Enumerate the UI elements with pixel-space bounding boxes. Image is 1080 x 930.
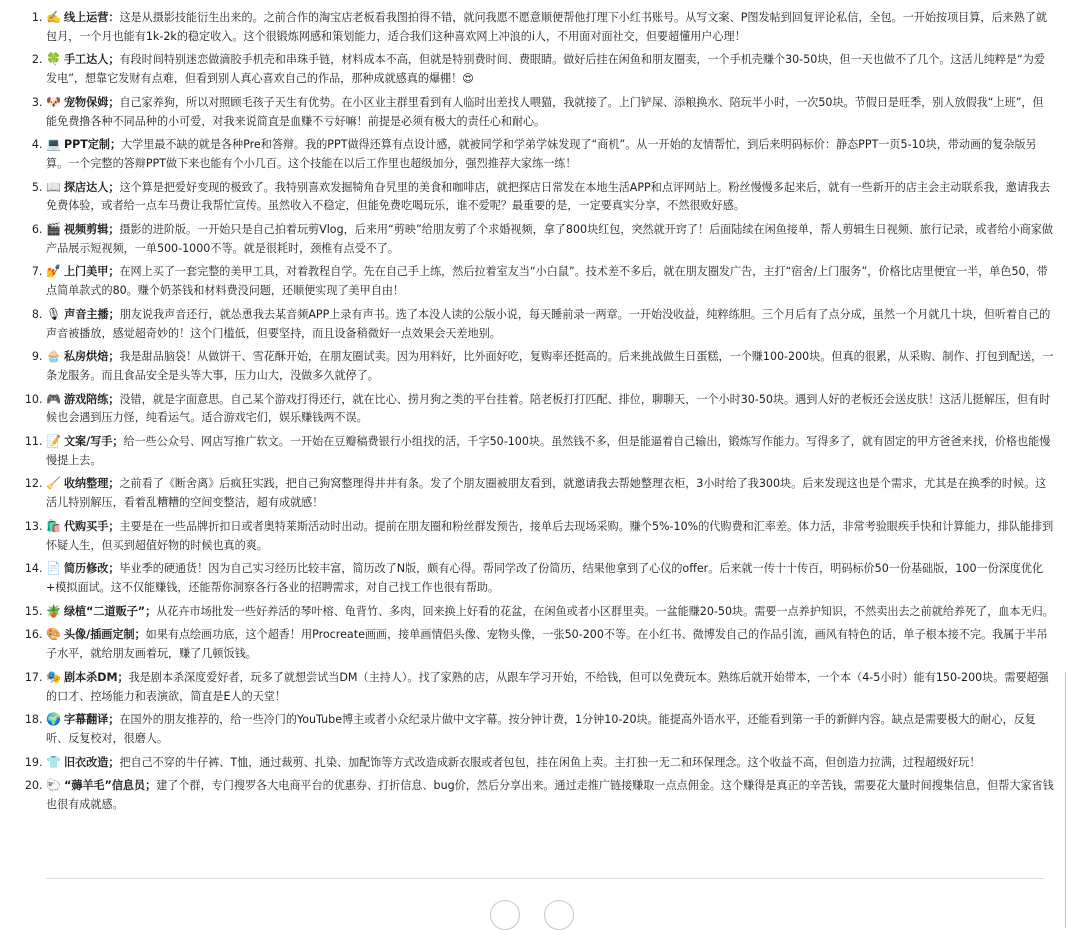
item-emoji-icon: 🐑 [46, 778, 61, 793]
item-emoji-icon: 📄 [46, 561, 61, 576]
list-item [46, 776, 1060, 814]
side-hustle-list [0, 8, 1060, 815]
list-item [46, 8, 1060, 46]
item-title: 声音主播； [64, 307, 120, 321]
item-title: 私房烘焙； [63, 350, 120, 364]
item-text: 建了个群，专门搜罗各大电商平台的优惠券、打折信息、bug价，然后分享出来。通过走推广链接赚取一点点佣金。这个赚得是真正的辛苦钱，需要花大量时间搜集信息，但帮大家省钱也很有成就感。 [46, 779, 1054, 812]
item-text: 我是甜品脑袋！从做饼干、雪花酥开始，在朋友圈试卖。因为用料好，比外面好吃，复购率还挺高的。后来挑战做生日蛋糕，一个赚100-200块。但真的很累，从采购、制作、打包到配送，一条龙服务。而且食品安全是头等大事，压力山大，没做多久就停了。 [46, 350, 1054, 382]
item-title: 上门美甲； [63, 265, 120, 279]
list-item [46, 93, 1060, 131]
item-title: 简历修改； [63, 562, 120, 576]
item-text: 我是剧本杀深度爱好者，玩多了就想尝试当DM（主持人）。找了家熟的店，从跟车学习开始，不给钱，但可以免费玩本。熟练后就开始带本，一个本（4-5小时）能有150-200块。需要超强的口才、控场能力和表演欲，简直是E人的天堂！ [46, 670, 1049, 703]
item-emoji-icon: 🍀 [46, 52, 61, 67]
item-title: 头像/插画定制； [63, 628, 146, 642]
item-text: 这是从摄影技能衍生出来的。之前合作的淘宝店老板看我图拍得不错，就问我愿不愿意顺便帮他打理下小红书账号。从写文案、P图发帖到回复评论私信，全包。一开始按项目算，后来熟了就包月，一个月也能有1k-2k的稳定收入。这个很锻炼网感和策划能力，适合我们这种喜欢网上冲浪的i人，不用面对面社交，但要超懂用户心理！ [46, 11, 1047, 43]
item-title: 文案/写手； [63, 435, 124, 449]
item-title: “薅羊毛”信息员； [63, 779, 157, 793]
item-text: 摄影的进阶版。一开始只是自己拍着玩剪Vlog，后来用“剪映”给朋友剪了个求婚视频，拿了800块红包，突然就开窍了！后面陆续在闲鱼接单，帮人剪辑生日视频、旅行记录，或者给小商家做产品展示短视频，一单500-1000不等。就是很耗时，颈椎有点受不了。 [46, 223, 1054, 255]
item-title: 绿植“二道贩子”； [63, 604, 157, 618]
list-item [46, 50, 1060, 88]
list-item [46, 347, 1060, 385]
item-title: 剧本杀DM； [63, 670, 129, 684]
item-title: 游戏陪练； [63, 392, 120, 406]
item-emoji-icon: 🪴 [46, 603, 61, 618]
item-title: 旧衣改造； [63, 755, 120, 769]
list-item [46, 390, 1060, 428]
item-emoji-icon: 🧹 [46, 476, 61, 491]
item-emoji-icon: 📝 [46, 434, 61, 449]
list-item [46, 220, 1060, 258]
item-emoji-icon: 🎭 [46, 669, 61, 684]
item-emoji-icon: 💻 [46, 137, 61, 152]
item-emoji-icon: 🎮 [46, 391, 61, 406]
item-title: 宠物保姆； [63, 95, 120, 109]
list-item [46, 262, 1060, 300]
item-emoji-icon: 🛍️ [46, 518, 61, 533]
list-item [46, 474, 1060, 512]
item-text: 没错，就是字面意思。自己某个游戏打得还行，就在比心、捞月狗之类的平台挂着。陪老板打打匹配、排位，聊聊天，一个小时30-50块。遇到人好的老板还会送皮肤！这活儿挺解压，但有时候也会遇到压力怪，纯看运气。适合游戏宅们，娱乐赚钱两不误。 [46, 392, 1051, 425]
item-emoji-icon: 🐶 [46, 94, 61, 109]
item-text: 从花卉市场批发一些好养活的琴叶榕、龟背竹、多肉，回来换上好看的花盆，在闲鱼或者小区群里卖。一盆能赚20-50块。需要一点养护知识，不然卖出去之前就给养死了，血本无归。 [156, 604, 1054, 618]
item-text: 大学里最不缺的就是各种Pre和答辩。我的PPT做得还算有点设计感，就被同学和学弟学妹发现了“商机”。从一开始的友情帮忙，到后来明码标价：静态PPT一页5-10块，带动画的复杂版另算。一个完整的答辩PPT做下来也能有个小几百。这个技能在以后工作里也超级加分，强烈推荐大家练一练！ [46, 138, 1037, 170]
item-title: 探店达人； [63, 180, 120, 194]
item-text: 朋友说我声音还行，就怂恿我去某音频APP上录有声书。选了本没人读的公版小说，每天睡前录一两章。一开始没收益，纯粹练胆。三个月后有了点分成，虽然一个月就几十块，但听着自己的声音被播放，感觉超奇妙的！这个门槛低，但要坚持，而且设备稍微好一点效果会天差地别。 [46, 307, 1051, 340]
item-emoji-icon: 🎨 [46, 627, 61, 642]
item-emoji-icon: 🎙 [46, 306, 62, 321]
item-emoji-icon: ✍️ [46, 10, 61, 24]
item-text: 之前看了《断舍离》后疯狂实践，把自己狗窝整理得井井有条。发了个朋友圈被朋友看到，就邀请我去帮她整理衣柜，3小时给了我300块。后来发现这也是个需求，尤其是在换季的时候。这活儿特别解压，看着乱糟糟的空间变整洁，超有成就感！ [46, 477, 1047, 510]
item-text: 如果有点绘画功底，这个超香！用Procreate画画，接单画情侣头像、宠物头像，一张50-200不等。在小红书、微博发自己的作品引流，画风有特色的话，单子根本接不完。我属于半吊子水平，就给朋友画着玩，赚了几顿饭钱。 [46, 628, 1048, 661]
action-buttons [490, 900, 574, 930]
list-item [46, 305, 1060, 343]
item-emoji-icon: 💅 [46, 264, 61, 279]
item-emoji-icon: 📖 [46, 179, 61, 194]
item-text: 在国外的朋友推荐的，给一些冷门的YouTube博主或者小众纪录片做中文字幕。按分钟计费，1分钟10-20块。能提高外语水平，还能看到第一手的新鲜内容。缺点是需要极大的耐心，反复听、反复校对，很磨人。 [46, 713, 1036, 745]
item-emoji-icon: 🧁 [46, 349, 61, 364]
item-text: 自己家养狗，所以对照顾毛孩子天生有优势。在小区业主群里看到有人临时出差找人喂猫，我就接了。上门铲屎、添粮换水、陪玩半小时，一次50块。节假日是旺季，别人放假我“上班”，但能免费撸各种不同品种的小可爱，对我来说简直是血赚不亏好嘛！前提是必须有极大的责任心和耐心。 [46, 95, 1044, 128]
list-item [46, 178, 1060, 216]
list-item [46, 602, 1060, 622]
item-title: PPT定制； [63, 138, 122, 152]
item-emoji-icon: 👕 [46, 754, 61, 769]
article-body [0, 8, 1060, 819]
item-text: 毕业季的硬通货！因为自己实习经历比较丰富，简历改了N版，颇有心得。帮同学改了份简历，结果他拿到了心仪的offer。后来就一传十十传百，明码标价50一份基础版，100一份深度优化+模拟面试。这不仅能赚钱，还能帮你洞察各行各业的招聘需求，对自己找工作也很有帮助。 [46, 562, 1044, 594]
item-title: 视频剪辑； [63, 223, 120, 237]
circle-button-right[interactable] [544, 900, 574, 930]
divider [46, 878, 1044, 879]
item-text: 给一些公众号、网店写推广软文。一开始在豆瓣稿费银行小组找的活，千字50-100块。虽然钱不多，但是能逼着自己输出，锻炼写作能力。写得多了，就有固定的甲方爸爸来找，价格也能慢慢提上去。 [46, 435, 1051, 467]
list-item [46, 753, 1060, 773]
list-item [46, 668, 1060, 706]
item-emoji-icon: 🌍 [46, 712, 61, 727]
item-title: 字幕翻译； [63, 713, 120, 727]
scrollbar[interactable] [1065, 672, 1066, 928]
list-item [46, 625, 1060, 663]
item-text: 主要是在一些品牌折扣日或者奥特莱斯活动时出动。提前在朋友圈和粉丝群发预告，接单后去现场采购。赚个5%-10%的代购费和汇率差。体力活，非常考验眼疾手快和计算能力，排队能排到怀疑人生，但买到超值好物的时候也真的爽。 [46, 519, 1054, 552]
list-item [46, 710, 1060, 748]
item-title: 手工达人； [63, 53, 120, 67]
item-text: 这个算是把爱好变现的极致了。我特别喜欢发掘犄角旮旯里的美食和咖啡店，就把探店日常发在本地生活APP和点评网站上。粉丝慢慢多起来后，就有一些新开的店主会主动联系我，邀请我去免费体验，或者给一点车马费让我帮忙宣传。虽然收入不稳定，但能免费吃喝玩乐，谁不爱呢？最重要的是，一定要真实分享，不然很败好感。 [46, 180, 1051, 213]
item-text: 把自己不穿的牛仔裤、T恤，通过裁剪、扎染、加配饰等方式改造成新衣服或者包包，挂在闲鱼上卖。主打独一无二和环保理念。这个收益不高，但创造力拉满，过程超级好玩！ [119, 755, 981, 769]
item-text: 在网上买了一套完整的美甲工具，对着教程自学。先在自己手上练，然后拉着室友当“小白鼠”。技术差不多后，就在朋友圈发广告，主打“宿舍/上门服务”，价格比店里便宜一半，单色50，带点简单款式的80。赚个奶茶钱和材料费没问题，还顺便实现了美甲自由！ [46, 265, 1048, 298]
circle-button-left[interactable] [490, 900, 520, 930]
item-emoji-icon: 🎬 [46, 222, 61, 237]
item-title: 线上运营： [63, 11, 120, 24]
list-item [46, 432, 1060, 470]
list-item [46, 135, 1060, 173]
item-text: 有段时间特别迷恋做滴胶手机壳和串珠手链，材料成本不高，但就是特别费时间、费眼睛。做好后挂在闲鱼和朋友圈卖，一个手机壳赚个30-50块，但一天也做不了几个。这活儿纯粹是“为爱发电”，想靠它发财有点难，但看到别人真心喜欢自己的作品，那种成就感真的爆棚！😍 [46, 53, 1045, 86]
item-title: 代购买手； [63, 519, 120, 533]
list-item [46, 517, 1060, 555]
item-title: 收纳整理； [63, 477, 120, 491]
list-item [46, 559, 1060, 597]
